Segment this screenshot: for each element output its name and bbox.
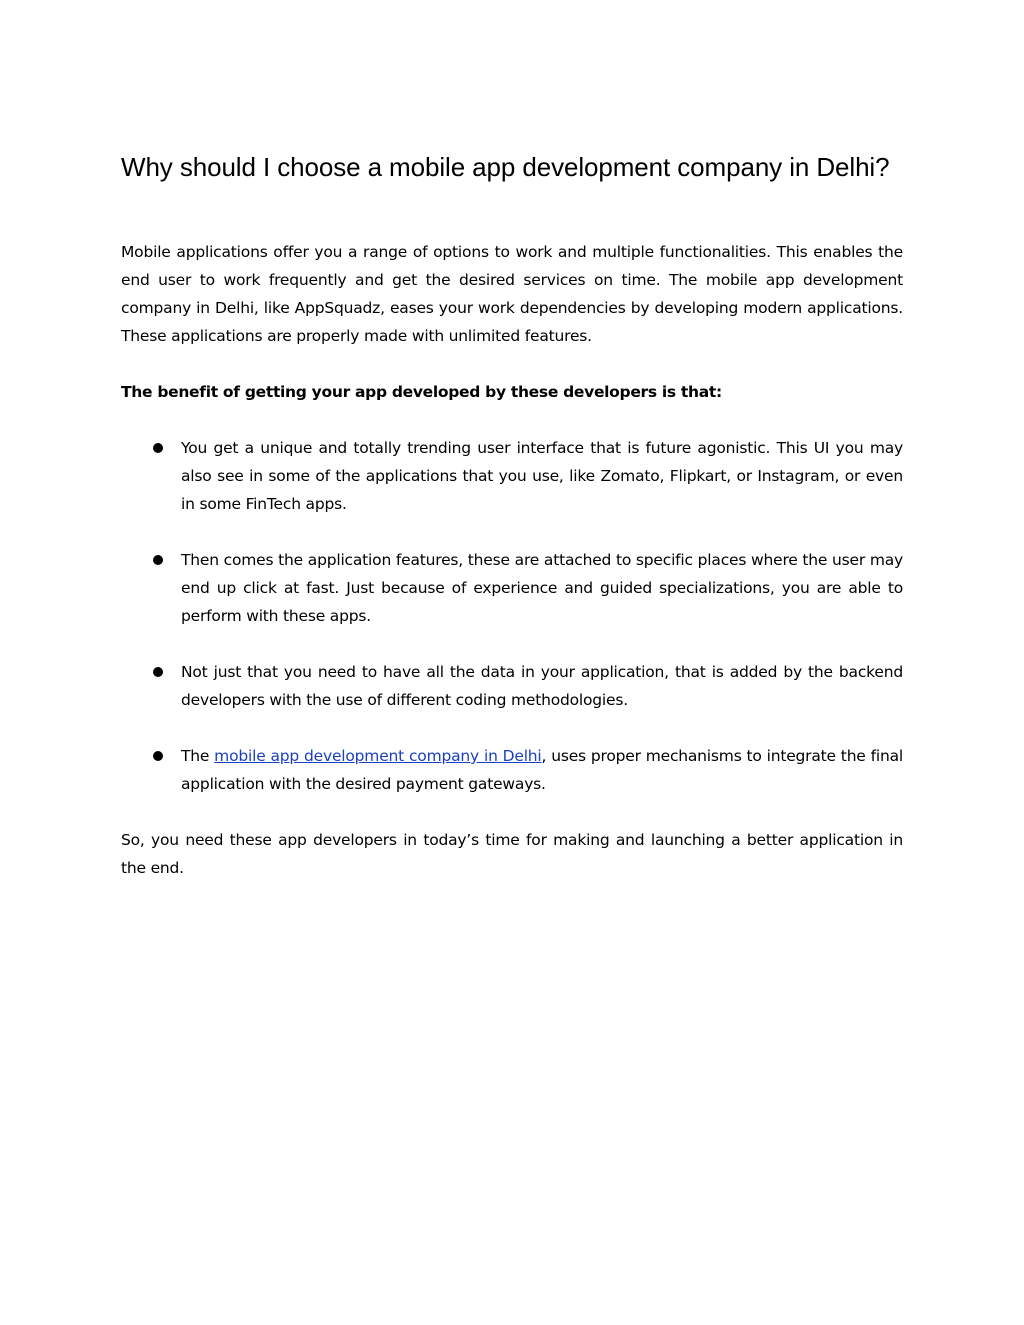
list-item-prefix: The <box>181 747 215 765</box>
bullet-icon <box>153 555 163 565</box>
list-item <box>121 742 903 798</box>
benefits-subheading: The benefit of getting your app developed by these developers is that: <box>121 383 722 401</box>
bullet-icon <box>153 751 163 761</box>
bullet-icon <box>153 443 163 453</box>
list-item-text: Not just that you need to have all the data in your application, that is added by the backend developers with the use of different coding methodologies. <box>181 663 903 709</box>
benefits-list <box>121 434 903 798</box>
closing-paragraph: So, you need these app developers in today’s time for making and launching a better application in the end. <box>121 831 903 877</box>
list-item <box>121 434 903 518</box>
bullet-icon <box>153 667 163 677</box>
company-link[interactable]: mobile app development company in Delhi <box>214 747 542 765</box>
document-page <box>121 150 903 882</box>
list-item <box>121 546 903 630</box>
list-item-suffix: , uses proper mechanisms to integrate the final application with the desired payment gateways. <box>181 747 903 793</box>
list-item-text: You get a unique and totally trending user interface that is future agonistic. This UI you may also see in some of the applications that you use, like Zomato, Flipkart, or Instagram, or even in some FinTech apps. <box>181 439 903 513</box>
document-title: Why should I choose a mobile app development company in Delhi? <box>121 152 890 182</box>
list-item-text: Then comes the application features, these are attached to specific places where the user may end up click at fast. Just because of experience and guided specializations, you are able to perform with these apps. <box>181 551 903 625</box>
list-item <box>121 658 903 714</box>
intro-paragraph: Mobile applications offer you a range of options to work and multiple functionalities. This enables the end user to work frequently and get the desired services on time. The mobile app development company in Delhi, like AppSquadz, eases your work dependencies by developing modern applications. These applications are properly made with unlimited features. <box>121 243 903 345</box>
